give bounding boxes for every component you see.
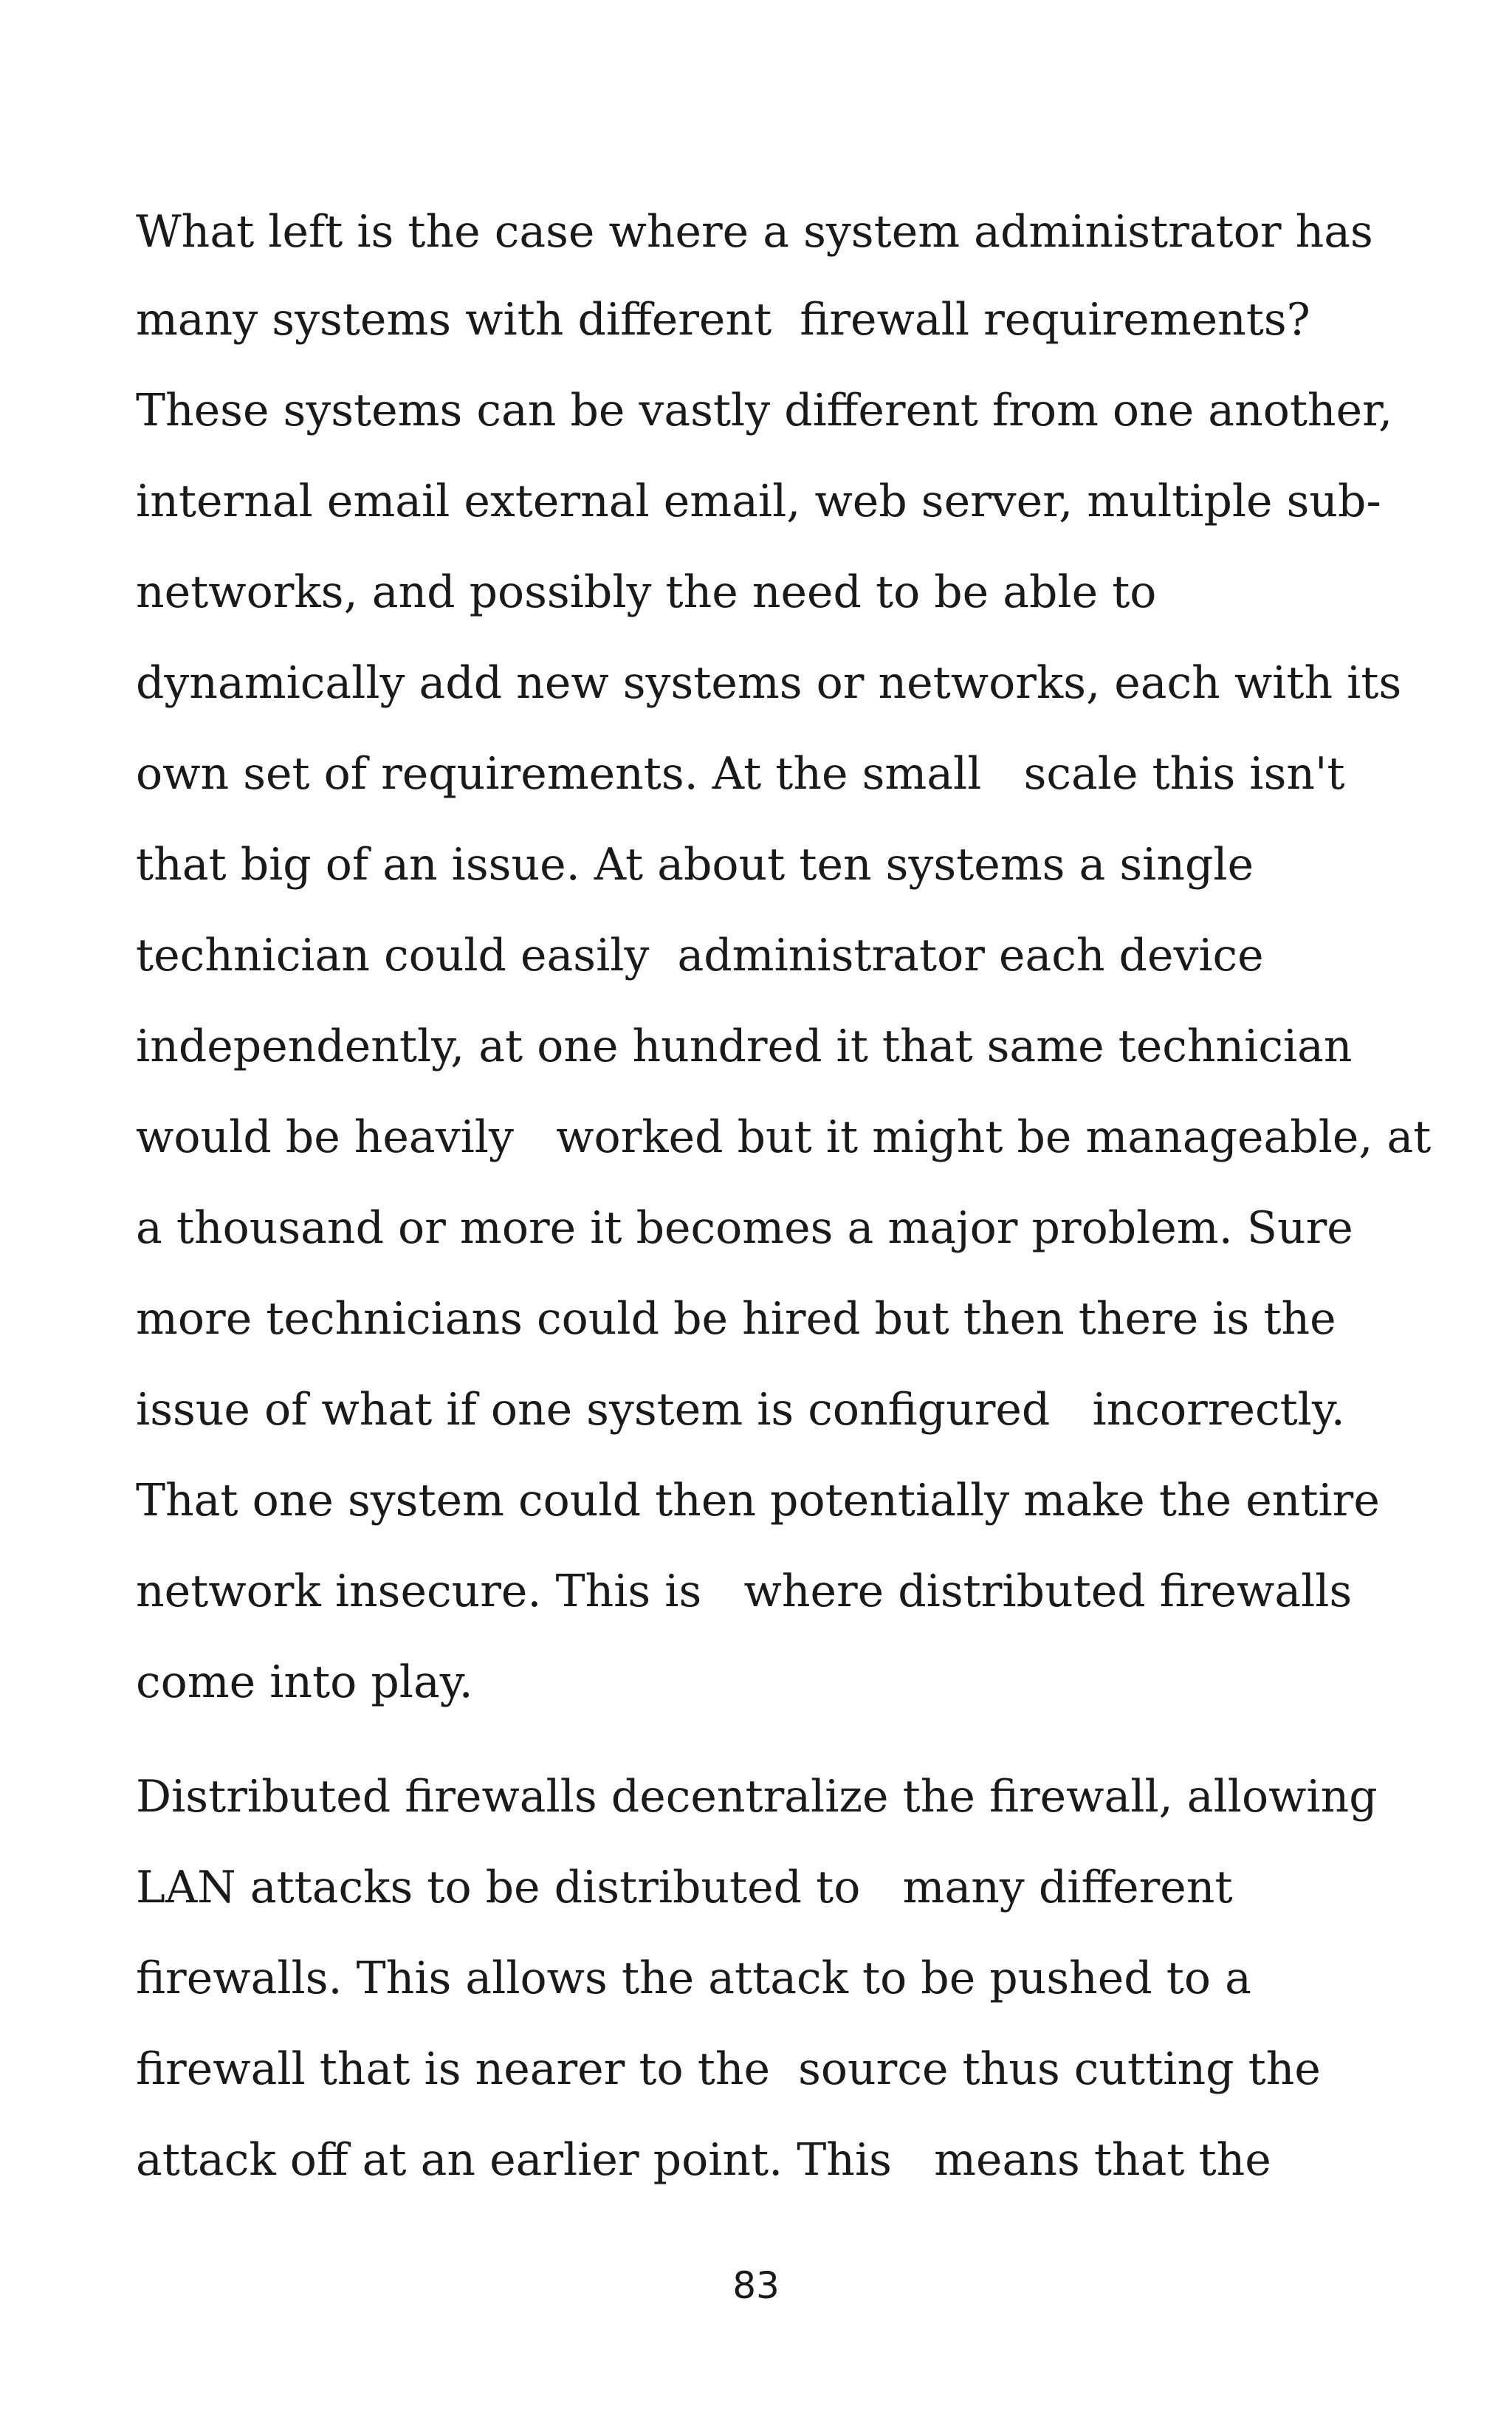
text-line: internal email external email, web server, multiple sub- xyxy=(136,476,1381,527)
text-line: own set of requirements. At the small scale this isn't xyxy=(136,748,1345,800)
text-line: come into play. xyxy=(136,1656,473,1708)
text-line: Distributed firewalls decentralize the firewall, allowing xyxy=(136,1771,1378,1823)
text-line: issue of what if one system is configured incorrectly. xyxy=(136,1384,1345,1436)
paragraph-2 xyxy=(136,1752,1378,2206)
text-line: a thousand or more it becomes a major problem. Sure xyxy=(136,1202,1353,1254)
page-number: 83 xyxy=(732,2264,780,2307)
text-line: What left is the case where a system administrator has xyxy=(136,206,1373,258)
text-line: technician could easily administrator each device xyxy=(136,930,1264,981)
text-line: many systems with different firewall requirements? xyxy=(136,294,1310,346)
text-line: firewalls. This allows the attack to be pushed to a xyxy=(136,1953,1251,2004)
text-line: dynamically add new systems or networks, each with its xyxy=(136,657,1402,709)
text-line: networks, and possibly the need to be able to xyxy=(136,566,1157,618)
text-line: LAN attacks to be distributed to many different xyxy=(136,1862,1233,1913)
text-line: That one system could then potentially make the entire xyxy=(136,1475,1380,1526)
text-line: These systems can be vastly different from one another, xyxy=(136,385,1393,436)
text-line: more technicians could be hired but then there is the xyxy=(136,1293,1336,1345)
text-line: attack off at an earlier point. This means that the xyxy=(136,2134,1271,2186)
text-line: that big of an issue. At about ten systems a single xyxy=(136,839,1254,891)
text-line: network insecure. This is where distributed firewalls xyxy=(136,1566,1353,1617)
paragraph-1 xyxy=(136,189,1431,1728)
text-line: independently, at one hundred it that same technician xyxy=(136,1021,1353,1072)
text-line: would be heavily worked but it might be manageable, at xyxy=(136,1111,1432,1163)
text-line: firewall that is nearer to the source thus cutting the xyxy=(136,2043,1321,2095)
